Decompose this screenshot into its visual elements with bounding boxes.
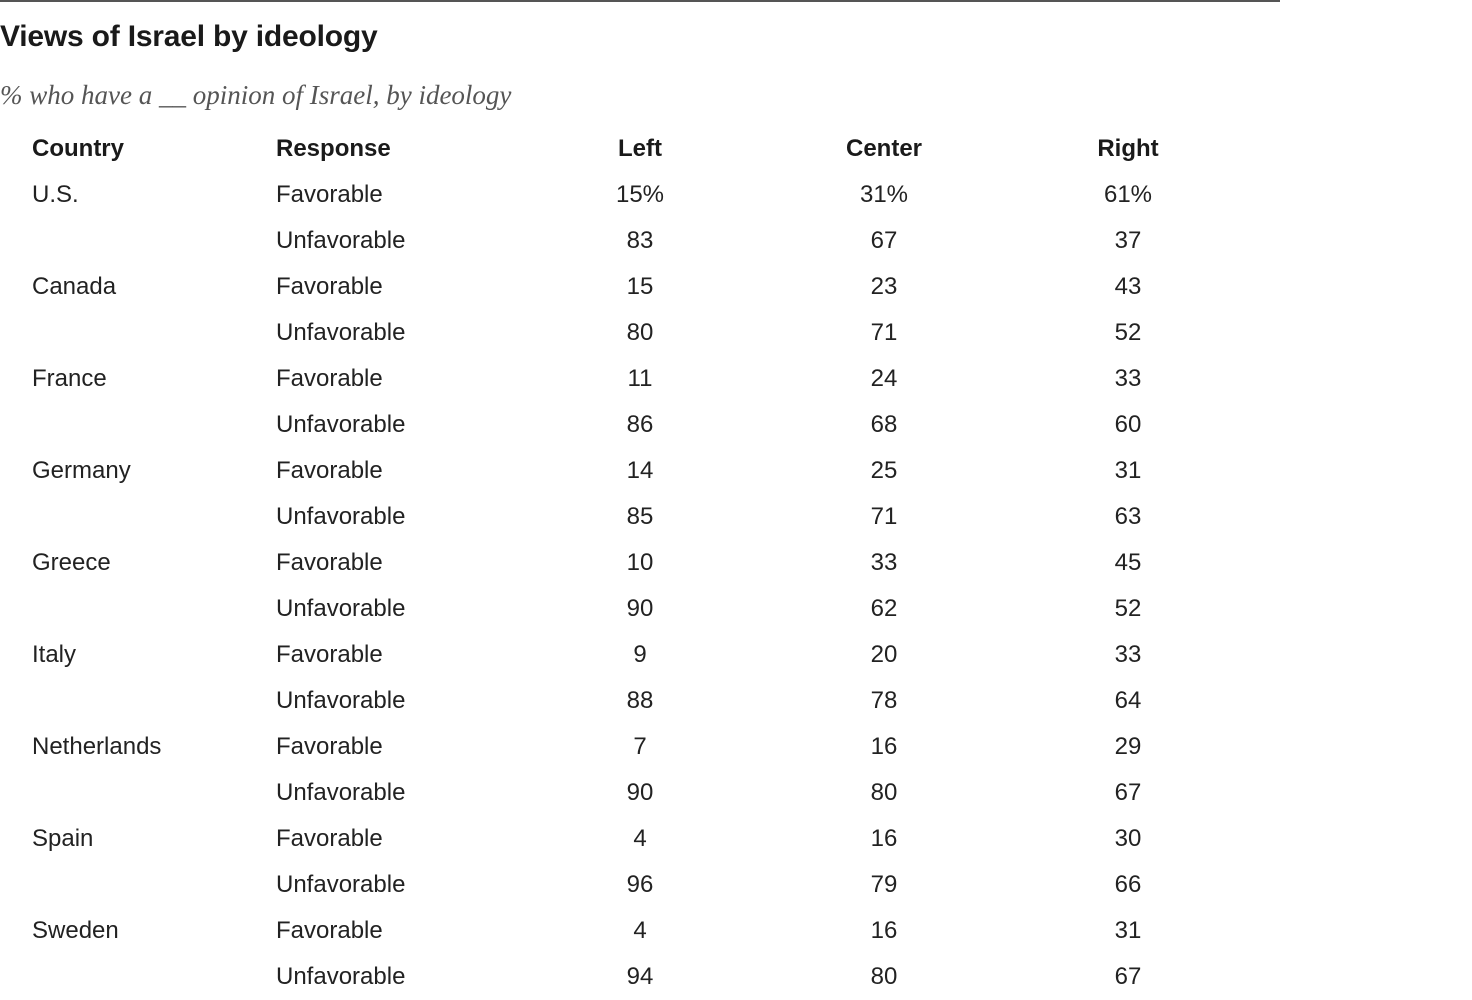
response-cell: Favorable: [276, 733, 383, 760]
response-cell: Unfavorable: [276, 871, 406, 898]
column-header-right: Right: [1097, 135, 1159, 162]
right-value-cell: 30: [1114, 825, 1142, 852]
country-cell: Netherlands: [32, 733, 162, 760]
right-value-cell: 61%: [1103, 181, 1153, 208]
table-row: [0, 908, 1280, 954]
left-value-cell: 90: [626, 595, 654, 622]
table-row: [0, 724, 1280, 770]
left-value-cell: 80: [626, 319, 654, 346]
right-value-cell: 67: [1114, 779, 1142, 806]
right-value-cell: 37: [1114, 227, 1142, 254]
center-value-cell: 31%: [859, 181, 909, 208]
response-cell: Unfavorable: [276, 411, 406, 438]
right-value-cell: 31: [1114, 457, 1142, 484]
center-value-cell: 25: [870, 457, 898, 484]
response-cell: Unfavorable: [276, 595, 406, 622]
table-header-row: [0, 126, 1280, 172]
right-value-cell: 60: [1114, 411, 1142, 438]
response-cell: Unfavorable: [276, 687, 406, 714]
table-row: [0, 448, 1280, 494]
country-cell: France: [32, 365, 107, 392]
right-value-cell: 33: [1114, 641, 1142, 668]
country-cell: Italy: [32, 641, 77, 668]
response-cell: Unfavorable: [276, 319, 406, 346]
table-row: [0, 264, 1280, 310]
response-cell: Favorable: [276, 917, 383, 944]
right-value-cell: 33: [1114, 365, 1142, 392]
right-value-cell: 31: [1114, 917, 1142, 944]
table-row: [0, 816, 1280, 862]
chart-subtitle: % who have a __ opinion of Israel, by ideology: [0, 80, 512, 110]
response-cell: Favorable: [276, 825, 383, 852]
left-value-cell: 11: [627, 365, 653, 392]
response-cell: Favorable: [276, 549, 383, 576]
table-row: [0, 218, 1280, 264]
right-value-cell: 45: [1114, 549, 1142, 576]
column-header-country: Country: [32, 135, 124, 162]
country-cell: Germany: [32, 457, 131, 484]
center-value-cell: 80: [870, 779, 898, 806]
table-row: [0, 356, 1280, 402]
response-cell: Unfavorable: [276, 503, 406, 530]
right-value-cell: 67: [1114, 963, 1142, 990]
left-value-cell: 15%: [615, 181, 665, 208]
center-value-cell: 16: [870, 917, 898, 944]
table-row: [0, 540, 1280, 586]
left-value-cell: 85: [626, 503, 654, 530]
left-value-cell: 9: [633, 641, 647, 668]
country-cell: Canada: [32, 273, 117, 300]
center-value-cell: 71: [870, 319, 898, 346]
center-value-cell: 79: [870, 871, 898, 898]
center-value-cell: 16: [870, 825, 898, 852]
left-value-cell: 94: [626, 963, 654, 990]
left-value-cell: 88: [626, 687, 654, 714]
chart-title: Views of Israel by ideology: [0, 20, 378, 53]
column-header-response: Response: [276, 135, 391, 162]
left-value-cell: 90: [626, 779, 654, 806]
left-value-cell: 7: [633, 733, 647, 760]
left-value-cell: 83: [626, 227, 654, 254]
right-value-cell: 52: [1114, 319, 1142, 346]
center-value-cell: 62: [870, 595, 898, 622]
left-value-cell: 4: [633, 917, 647, 944]
country-cell: Sweden: [32, 917, 119, 944]
right-value-cell: 52: [1114, 595, 1142, 622]
response-cell: Favorable: [276, 181, 383, 208]
response-cell: Unfavorable: [276, 779, 406, 806]
table-row: [0, 862, 1280, 908]
left-value-cell: 86: [626, 411, 654, 438]
left-value-cell: 15: [626, 273, 654, 300]
center-value-cell: 23: [870, 273, 898, 300]
left-value-cell: 96: [626, 871, 654, 898]
table-row: [0, 678, 1280, 724]
right-value-cell: 29: [1114, 733, 1142, 760]
center-value-cell: 71: [870, 503, 898, 530]
center-value-cell: 68: [870, 411, 898, 438]
country-cell: Spain: [32, 825, 94, 852]
table-row: [0, 586, 1280, 632]
center-value-cell: 80: [870, 963, 898, 990]
table-row: [0, 954, 1280, 1000]
right-value-cell: 63: [1114, 503, 1142, 530]
center-value-cell: 24: [870, 365, 898, 392]
response-cell: Favorable: [276, 457, 383, 484]
left-value-cell: 14: [626, 457, 654, 484]
right-value-cell: 66: [1114, 871, 1142, 898]
table-row: [0, 770, 1280, 816]
country-cell: Greece: [32, 549, 111, 576]
center-value-cell: 67: [870, 227, 898, 254]
center-value-cell: 78: [870, 687, 898, 714]
center-value-cell: 20: [870, 641, 898, 668]
data-table: [0, 126, 1280, 1000]
column-header-left: Left: [618, 135, 662, 162]
table-row: [0, 402, 1280, 448]
country-cell: U.S.: [32, 181, 79, 208]
left-value-cell: 4: [633, 825, 647, 852]
center-value-cell: 33: [870, 549, 898, 576]
table-row: [0, 494, 1280, 540]
left-value-cell: 10: [626, 549, 654, 576]
table-row: [0, 172, 1280, 218]
center-value-cell: 16: [870, 733, 898, 760]
right-value-cell: 64: [1114, 687, 1142, 714]
table-row: [0, 310, 1280, 356]
response-cell: Favorable: [276, 365, 383, 392]
column-header-center: Center: [845, 135, 923, 162]
response-cell: Unfavorable: [276, 227, 406, 254]
response-cell: Favorable: [276, 273, 383, 300]
top-rule: [0, 0, 1280, 2]
right-value-cell: 43: [1114, 273, 1142, 300]
table-row: [0, 632, 1280, 678]
response-cell: Favorable: [276, 641, 383, 668]
response-cell: Unfavorable: [276, 963, 406, 990]
